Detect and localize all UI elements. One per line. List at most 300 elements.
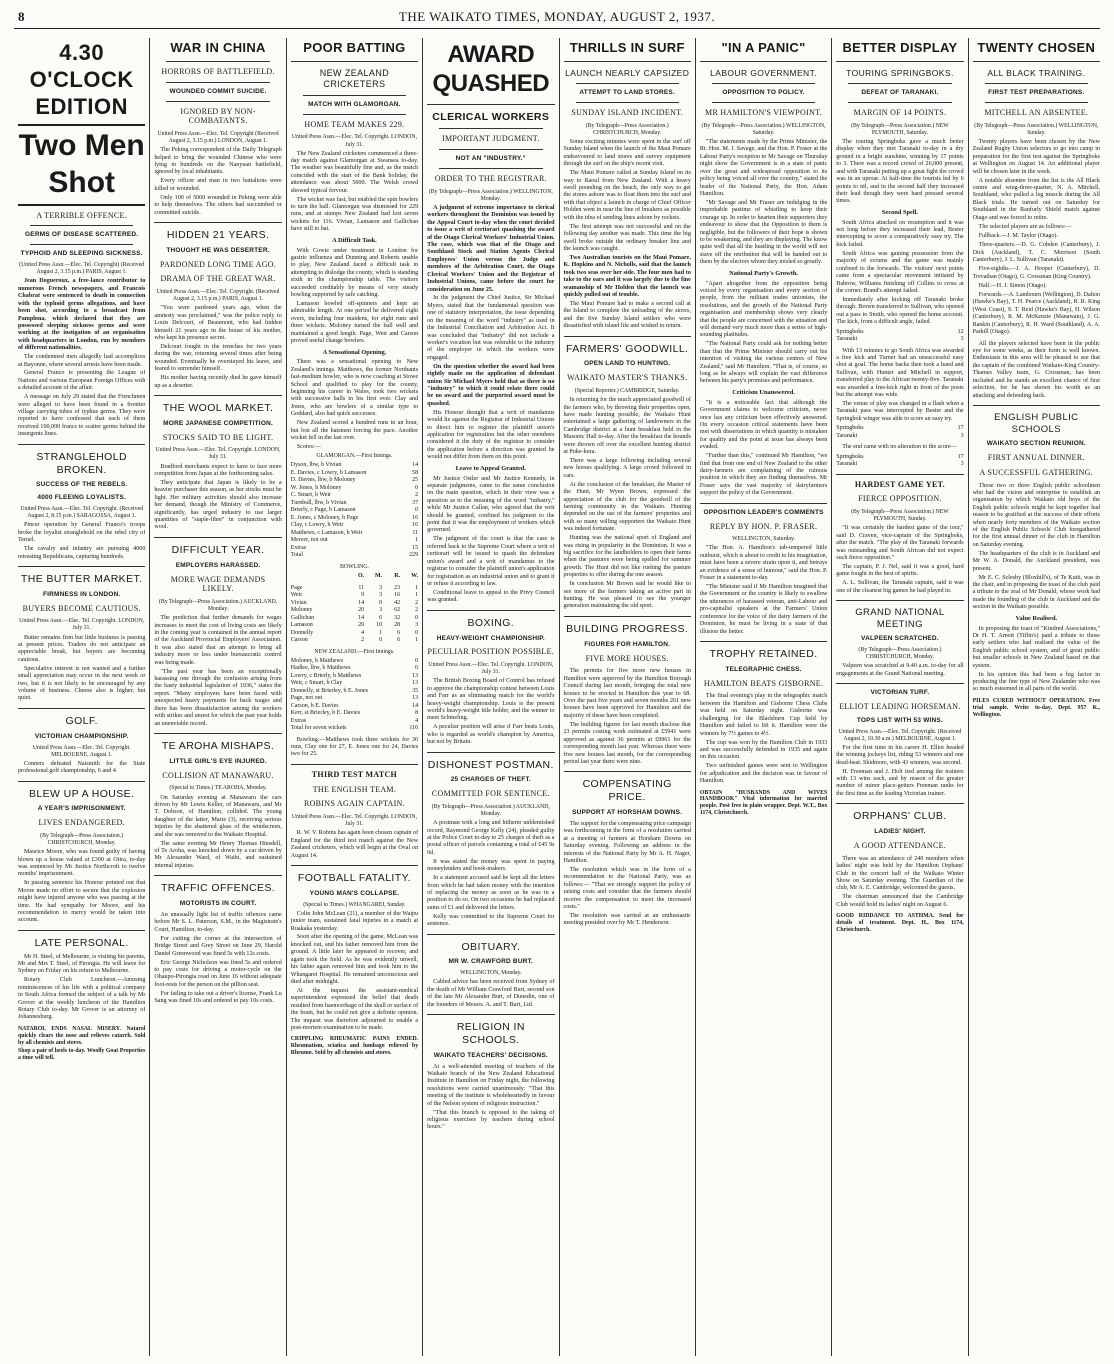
wire-credit: WELLINGTON, Saturday. bbox=[732, 536, 795, 543]
player-list-item: Three-quarters.—D. G. Cobden (Canterbury), J. Dick (Auckland), T. C. Morrison (South Canterbury), J. L. Sullivan (Taranaki). bbox=[972, 242, 1100, 264]
paragraph: The New Zealand cricketers commenced a three-day match against Glamorgan at Swansea to-day. The weather was beautifully fine and, as the match coincided with the start of the Bank holiday, the attendance was about 5000. The Welsh crowd showed typical fervour. bbox=[290, 150, 419, 194]
bowling-cell: 6 bbox=[379, 614, 383, 621]
bowling-cell: 1 bbox=[415, 637, 419, 644]
paragraph: The captain, P. J. Nel, said it was a good, hard game fought in the best of spirits. bbox=[836, 563, 964, 578]
paragraph: "The Minister said if Mr Hamilton imagined that the Government or the country is likely to swallow the utterances of harassed veteran, anti-Labour and pro-capitalist speakers at the Farmers' Union conference for the voice of the dairy farmers of the Dominion, he must be living in a state of that illusion the better. bbox=[699, 584, 828, 635]
paragraph: In conclusion Mr Brown said he would like to see more of the farmers taking an active part in hunting. He was pleased to see the younger generation maintaining the old sport. bbox=[563, 581, 691, 610]
score-value: 58 bbox=[412, 469, 419, 476]
bowling-cell: 1 bbox=[415, 584, 419, 591]
paragraph: Butter remains firm but little business is passing at present prices. Traders do not anticipate an appreciable break, but buyers are becoming cautious. bbox=[18, 634, 146, 663]
paragraph: Every officer and man in two battalions were killed or wounded. bbox=[154, 178, 282, 192]
wire-credit: (By Telegraph—Press Association.) WELLINGTON, Saturday. bbox=[701, 122, 826, 136]
bowling-cell: 16 bbox=[394, 592, 401, 599]
paragraph: In his opinion this had been a big factor in producing the fine type of New Zealander who was so much esteemed in all parts of the world. bbox=[972, 671, 1100, 693]
bowling-cell: 3 bbox=[415, 622, 419, 629]
bowling-cell: 20 bbox=[358, 622, 365, 629]
score-name: Matthews, c Lamason, b Weir bbox=[290, 529, 363, 536]
score-name: Springboks bbox=[836, 328, 864, 335]
subhead: A YEAR'S IMPRISONMENT. bbox=[37, 805, 126, 813]
paragraph: It was stated the money was spent in paying moneylenders and book-makers. bbox=[427, 858, 555, 873]
paragraph: The resolution which was in the form of a recommendation to the National Party, was as follows:— "That we strongly support the policy of raising costs and consider that the farmers should receive the compensation to meet the increased costs." bbox=[563, 866, 691, 911]
subhead: FIERCE OPPOSITION. bbox=[858, 494, 942, 504]
paragraph: The judgment of the court is that the case is referred back to the Supreme Court where a writ of certiorari will be issued to quash the defendant union's award and a writ of mandamus to the registrar to consider the plaintiff union's application for registration as an industrial union and to grant it or refuse it according to law. bbox=[427, 536, 555, 587]
score-value: 0 bbox=[415, 507, 419, 514]
section-subhead: Leave to Appeal Granted. bbox=[455, 464, 526, 472]
subhead: HEAVY-WEIGHT CHAMPIONSHIP. bbox=[436, 634, 545, 642]
score-value: 35 bbox=[412, 687, 419, 694]
score-name: Carson, b E. Davies bbox=[290, 702, 339, 709]
bowling-header-cell: M. bbox=[374, 573, 383, 580]
paragraph: For failing to take out a driver's license, Frank Lu Sang was fined 10s and ordered to pay 10s costs. bbox=[154, 990, 282, 1005]
wire-credit: United Press Assn.—Elec. Tel. Copyright. MELBOURNE, August 1. bbox=[32, 744, 131, 758]
paragraph: The building figures for last month disclose that 23 permits costing work estimated at £5941 were approved as against 36 permits at £9961 for the corresponding month last year. Whereas there were five new houses last month, for the corresponding period last year there were nine. bbox=[563, 721, 691, 765]
paragraph: Immediately after kicking off Taranaki broke through. Brown transferred to Sullivan, who opened out a pass to Smith, who opened the home account. The kick, from a difficult angle, failed. bbox=[836, 296, 964, 326]
paragraph: Some exciting minutes were spent in the surf off Sunday Island when the launch of the Maui Pomare endeavoured to land stores and survey equipment through the surf on the ship's recent visit. bbox=[563, 139, 691, 168]
paragraph: In a statement accused said he kept all the letters from which he had taken money with the intention of replacing the money as soon as he was in a position to do so. On two occasions he had replaced sums of £1 and delivered the letters. bbox=[427, 875, 555, 911]
paragraph: They anticipate that Japan is likely to be a heavier purchaser this season, as her stocks must be light. Her military activities should also increase her demand, though the Ministry of Commerce, significantly, has urged industry to use larger quantities of "staple-fibre" in conjunction with wool. bbox=[154, 479, 282, 531]
paragraph: The Peking correspondent of the Daily Telegraph helped to bring the wounded Chinese who were lying in hundreds on the Nanyuan battlefield, ignored by local inhabitants. bbox=[154, 147, 282, 176]
paragraph: "The Hon. A. Hamilton's tab-tempered little outburst, which is about to credit to his imagination, must have been a severe strain upon it, and betrays an evidence of a sense of humour," said the Hon. P. Fraser in a statement to-day. bbox=[699, 545, 828, 582]
section-subhead: A Difficult Task. bbox=[332, 236, 377, 244]
wire-credit: (Special to Times.) WHANGAREI, Sunday. bbox=[303, 901, 406, 908]
paragraph: Colin John McLean (21), a member of the Waipu junior team, sustained fatal injuries in a match at Ruakaka yesterday. bbox=[290, 910, 419, 932]
paragraph: The final evening's play in the telegraphic match between the Hamilton and Gisborne Chess Clubs was held on Saturday night. Gisborne was challenging for the Blackburn Cup held by Hamilton and failed to lift it. Hamilton were the winners by 7½ games to 4½. bbox=[699, 693, 828, 737]
paragraph: Hunting was the national sport of England and was rising in popularity in the Dominion. It was a big sacrifice for the landholders to open their farms when the pastures were being spelled for summer growth. The Hunt did not like rushing the pasture properties to offer during the one season. bbox=[563, 535, 691, 579]
score-table bbox=[836, 454, 963, 469]
subhead: 4000 FLEEING LOYALISTS. bbox=[37, 494, 126, 502]
column-8 bbox=[968, 38, 1104, 1356]
paragraph: Bradford merchants expect to have to face more competition from Japan at the forthcoming sales. bbox=[154, 463, 282, 477]
subhead: EMPLOYERS HARASSED. bbox=[175, 561, 261, 569]
bowling-cell: 1 bbox=[379, 629, 383, 636]
subhead: VALPEEN SCRATCHED. bbox=[861, 635, 939, 643]
article-headline: VICTORIAN TURF. bbox=[870, 689, 930, 697]
bowling-header-row bbox=[291, 573, 418, 581]
bowling-cell: 6 bbox=[397, 629, 401, 636]
bowling-cell: Gallichan bbox=[290, 614, 315, 621]
player-list-item: Forwards.—A. Lambourn (Wellington), D. Dalton (Hawke's Bay), T. H. Pearce (Auckland), R. R. King (West Coast), S. T. Reid (Hawke's Bay), H. Wilson (Canterbury), R. M. McKenzie (Manawatu), J. G. Rankin (Canterbury), R. H. Ward (Southland), A. A. Parkill (Otago). bbox=[972, 291, 1100, 336]
subhead: THE ENGLISH TEAM. bbox=[312, 784, 397, 794]
article-headline: HARDEST GAME YET. bbox=[854, 479, 945, 489]
subhead: MR HAMILTON'S VIEWPOINT. bbox=[705, 108, 823, 118]
section-subhead: A Sensational Opening. bbox=[322, 348, 387, 356]
article-headline: TROPHY RETAINED. bbox=[709, 648, 818, 660]
wire-credit: (By Telegraph—Press Association.) AUCKLAND, Monday. bbox=[431, 804, 550, 818]
bowling-rows bbox=[291, 585, 418, 645]
wire-credit: (United Press Assn.—Elec. Tel. Copyright) (Received August 2, 3.15 p.m.) PARIS, August 1. bbox=[19, 262, 145, 276]
paragraph: The headquarters of the club is in Auckland and Mr W. A. Donald, the Auckland president, was present. bbox=[972, 550, 1100, 572]
paragraph: General Franco is presenting the League of Nations and various European Foreign Offices with a detailed account of the affair. bbox=[18, 370, 146, 392]
section-subhead: Second Spell. bbox=[881, 208, 919, 216]
bowling-cell: 9 bbox=[361, 592, 365, 599]
player-list-item: Half.—H. J. Simon (Otago). bbox=[978, 282, 1047, 289]
subhead: ORDER TO THE REGISTRAR. bbox=[434, 174, 547, 183]
article-headline: TRAFFIC OFFENCES. bbox=[160, 882, 276, 895]
score-value: 11 bbox=[412, 529, 419, 536]
paragraph: The Maui Pomare called at Sunday Island on its way to Raoul from New Zealand. With a heavy swell pounding on the beach, the only way to get the stores ashore was to float them into the surf and with that object a launch in charge of Chief Officer Holden went in near the line of breakers as possible with the idea of sending lines ashore by rockets. bbox=[563, 170, 691, 221]
article-headline: POOR BATTING bbox=[303, 40, 406, 55]
article-headline: GOLF. bbox=[65, 714, 98, 727]
advertisement: Shop a pair of heels to-day. Woolly Goat Properties a time will tell. bbox=[18, 1048, 146, 1062]
paragraph: An unusually light list of traffic offences came before Mr S. L. Paterson, S.M., in the Magistrate's Court, Hamilton, to-day. bbox=[154, 911, 282, 933]
bowling-cell: 3 bbox=[379, 607, 383, 614]
paragraph: Pincer operation by General Franco's troops broke the loyalist stranglehold on the rebel city of Teruel. bbox=[18, 522, 146, 544]
wire-credit: (By Telegraph—Press Association.) AUCKLAND, Monday. bbox=[158, 599, 278, 613]
wire-credit: (By Telegraph—Press Association.) WELLINGTON, Monday. bbox=[428, 188, 553, 202]
article-headline: LATE PERSONAL. bbox=[34, 936, 129, 949]
section-subhead: Criticism Unanswered. bbox=[732, 388, 795, 396]
paragraph: Maurice Moore, who was found guilty of having blown up a house valued at £300 at Otira, to-day was sentenced by Mr Justice Northcroft to twelve months' imprisonment. bbox=[18, 849, 146, 878]
bowling-cell: Vivian bbox=[290, 599, 307, 606]
paragraph: A peculiar position will arise if Farr beats Louis, who is regarded as world's champion by America, but not by Britain. bbox=[427, 724, 555, 746]
player-list-item: Fullback.—J. M. Taylor (Otago). bbox=[978, 233, 1058, 240]
lead-paragraph: Jean Dogueroux, a free-lance contributor to numerous French newspapers, and Francois Chabrat were sentenced to death in connection with the typhoid germs allegations, and have been shot, according to a broadcast from Pamplona, which declared that they are possessed sleeping sickness germs and were working at the instigation of an organisation with headquarters in London, run by members of different nationalities. bbox=[18, 278, 146, 352]
paragraph: Mr E. C. Sclesby (Bloxhill's), of Te Kuiti, was in the chair, and in proposing the toast of the club paid a tribute to the zeal of Mr Donald, whose work had made the founding of the club in Auckland and the section in the Waikato possible. bbox=[972, 574, 1100, 611]
wire-credit: United Press Assn.—Elec. Tel. Copyright (Received August 2, 3.15 p.m.) LONDON, August 1. bbox=[157, 131, 279, 145]
paragraph: For the first time in his career H. Elliot headed the winning jockeys list, riding 53 winners and one dead-heat. Skidmore, with 43 winners, was second. bbox=[836, 744, 964, 766]
paragraph: Conners defeated Naismith for the State professional golf championship, 6 and 4. bbox=[18, 760, 146, 775]
paragraph: Soon after the opening of the game, McLean was knocked out, and his father removed him from the ground. A little later he appeared to recover, and again took the field. As he was evidently unwell, his father again removed him and took him to the Whangarei Hospital. He remained unconscious and died after midnight. bbox=[290, 934, 419, 985]
score-name: Taranaki bbox=[836, 461, 858, 468]
subhead: FIGURES FOR HAMILTON. bbox=[584, 640, 671, 648]
score-value: 116 bbox=[409, 725, 419, 732]
column-6 bbox=[695, 38, 831, 1356]
score-value: 8 bbox=[415, 710, 419, 717]
bowling-cell: 6 bbox=[397, 637, 401, 644]
bowling-cell: Carson bbox=[290, 637, 308, 644]
score-value: 12 bbox=[957, 328, 964, 335]
score-name: Taranaki bbox=[836, 336, 858, 343]
article-headline: THE WOOL MARKET. bbox=[162, 401, 274, 414]
wire-credit: United Press Assn.—Elec. Tel. Copyright. (Received August 2, 3.15 p.m.) PARIS, August 1. bbox=[156, 289, 280, 303]
bowling-cell: 4 bbox=[361, 629, 365, 636]
article-headline: DISHONEST POSTMAN. bbox=[427, 758, 554, 771]
paragraph: New Zealand scored a hundred runs in an hour, but lost all the batsmen forcing the pace. Another wicket fell in the last over. bbox=[290, 420, 419, 442]
lead-paragraph: Two Australian tourists on the Maui Pomare, K. Hopkins and N. Nicholls, said that the launch took two seas over her side. The four men had to take to the oars and it was largely due to the fine seamanship of Mr Holden that the launch was quickly pulled out of trouble. bbox=[563, 254, 691, 298]
score-table bbox=[836, 329, 963, 344]
score-name: Total bbox=[290, 552, 303, 559]
wire-credit: United Press Assn.—Elec. Tel. Copyright. LONDON, July 31. bbox=[155, 447, 281, 461]
paragraph: On Saturday evening at Manawaru the cars driven by Mr Lewis Keller, of Manawaru, and Mr T. Dobson, of Hamilton, collided. The young daughter of the latter, Marie (3), receiving serious injuries by the shattered glass of the windscreen, and she was removed to the Waikato Hospital. bbox=[154, 794, 282, 838]
paragraph: Speculative interest is not wanted and a further small appreciation may occur in the next week or two, but it is not likely to be encouraged by any volume of business. Cheese also is higher, but quiet. bbox=[18, 665, 146, 702]
paragraph: South Africa attacked on resumption and it was not long before they increased their lead, Bester intercepting to score a comparatively easy try. The kick failed. bbox=[836, 219, 964, 248]
subhead: WAIKATO TEACHERS' DECISIONS. bbox=[433, 1051, 548, 1059]
score-value: 3 bbox=[960, 432, 964, 439]
column-1 bbox=[14, 38, 149, 1356]
subhead: NOT AN "INDUSTRY." bbox=[455, 155, 526, 163]
scorecard-new-zealand bbox=[291, 658, 418, 733]
bowling-cell: 0 bbox=[379, 599, 383, 606]
headline-two-men-shot: Two Men Shot bbox=[18, 124, 145, 205]
subhead: COMMITTED FOR SENTENCE. bbox=[431, 789, 550, 799]
score-value: 13 bbox=[412, 672, 419, 679]
bowling-cell: 0 bbox=[379, 637, 383, 644]
paragraph: "The National Party could ask for nothing better than that the Prime Minister should carry out his intention of visiting the various centres of New Zealand," said Mr Hamilton. "That is, of course, so long as he always will explain the vast difference between his party's promises and performance. bbox=[699, 341, 828, 385]
subhead: ALL BLACK TRAINING. bbox=[987, 67, 1086, 78]
paragraph: There was a sensational opening to New Zealand's innings. Matthews, the former Northants fast-medium bowler, who is now coaching at Stowe School and qualified to play for the county, beginning his career in Wales, took two wickets with successive balls in his first over. Clay and Jones, who are bowlers of a similar type to Goddard, also had quick successes. bbox=[290, 359, 419, 418]
subhead: PECULIAR POSITION POSSIBLE. bbox=[427, 647, 555, 657]
paragraph: The venue of play was changed in a flash when a Taranaki pass was intercepted by Bester and the Springbok winger was able to score an easy try. bbox=[836, 400, 964, 422]
score-value: 229 bbox=[409, 552, 419, 559]
article-headline: BUILDING PROGRESS. bbox=[566, 622, 689, 635]
paragraph: In proposing the toast of "Kindred Associations," Dr H. T. Arnott (Tiffin's) paid a tribute to those early settlers who had realised the value of the English public school system, and of great public but smaller schools in New Zealand based on that system. bbox=[972, 625, 1100, 669]
paragraph: "Apart altogether from the opposition being voiced by every organisation and every section of people, from the militant trades unionists, the resolutions, and the growth of the National Party organisation and membership shows very clearly that the people are concerned with the situation and will demand very much more than a series of high-sounding platitudes. bbox=[699, 280, 828, 339]
lead-paragraph: A judgment of extreme importance to clerical workers throughout the Dominion was issued by the Appeal Court to-day when the court decided to issue a writ of certiorari quashing the award of the Otago Clerical Workers' Industrial Union. The case, which was that of the Otago and Southland Stock and Station Agents Clerical Employees' Union versus the Judge and members of the Arbitration Court, the Otago Clerical Workers' Union and the Registrar of Industrial Unions, came before the court for consideration on June 25. bbox=[427, 204, 555, 293]
article-headline: DIFFICULT YEAR. bbox=[171, 543, 265, 556]
score-name: Springboks bbox=[836, 453, 864, 460]
article-headline: STRANGLEHOLD BROKEN. bbox=[36, 450, 127, 476]
subhead: OPEN LAND TO HUNTING. bbox=[583, 360, 671, 368]
subhead: MATCH WITH GLAMORGAN. bbox=[308, 100, 401, 108]
advertisement: NATAROL ENDS NASAL MISERY. Natarol quickly clears the nose and relieves catarrh. Sold by all chemists and stores. bbox=[18, 1025, 146, 1046]
article-headline: TE AROHA MISHAPS. bbox=[161, 740, 275, 752]
subhead: FIRST TEST PREPARATIONS. bbox=[988, 89, 1085, 97]
paragraph: The support for the compensating price campaign was forthcoming in the form of a resolution carried at a meeting of farmers at Horsham Downs on Saturday evening. Following an address in the interests of the National Party by Mr A. H. Nager, Hamilton. bbox=[563, 820, 691, 864]
subhead: VICTORIAN CHAMPIONSHIP. bbox=[34, 732, 129, 740]
score-table bbox=[836, 425, 963, 440]
article-headline: WAR IN CHINA bbox=[170, 40, 266, 55]
paragraph: In returning for the much appreciated goodwill of the farmers who, by throwing their properties open, have made hunting possible, the Waikato Hunt entertained a large gathering of landowners in the Cambridge district at a hunt breakfast held in the Masonic Hall to-day. After the breakfast the hounds were thrown off over the excellent hunting district at Puke-kura. bbox=[563, 397, 691, 456]
bowling-cell: Weir bbox=[290, 592, 303, 599]
paragraph: His Honour thought that a writ of mandamus would lie against the Registrar of Industrial Unions to direct him to register the plaintiff union's application for registration but the other members considered it the duty of the registrar to consider the application before a direction was granted he would not differ from them on this point. bbox=[427, 409, 555, 461]
score-name: D. Davies, lbw, b Moloney bbox=[290, 477, 356, 484]
bowling-cell: 28 bbox=[394, 622, 401, 629]
bowling-cell: 62 bbox=[394, 607, 401, 614]
columns bbox=[14, 38, 1104, 1356]
column-5 bbox=[559, 38, 695, 1356]
paragraph: Mr Justice Ostler and Mr Justice Kennedy, in separate judgments, came to the same conclusion on the main question, which in their view was a question as to the meaning of the word "industry," while Mr Justice Callan, who agreed that the writ should be granted, confined his judgment to the point that it was the employment of workers which governed. bbox=[427, 475, 555, 534]
section-subhead: Value Realised. bbox=[1015, 614, 1058, 622]
bowling-cell: 1 bbox=[415, 592, 419, 599]
score-name: Extras bbox=[290, 717, 307, 724]
subhead: NEW ZEALAND CRICKETERS bbox=[319, 67, 390, 89]
score-name: Extras bbox=[290, 544, 307, 551]
scorecard-glamorgan bbox=[291, 462, 418, 560]
paragraph: A message on July 29 stated that the Frenchmen were alleged to have been found in a frontier village carrying tubes of typhus germs. They were reported to have confessed that each of them received 100,000 francs to scatter germs behind the insurgents lines. bbox=[18, 394, 146, 438]
paragraph: "Further than this," continued Mr Hamilton, "we find that from one end of New Zealand to the other dairy-farmers are complaining of the ruinous position in which they are finding themselves. Mr Fraser says the vast majority of dairyfarmers support the policy of the Government. bbox=[699, 453, 828, 497]
wire-credit: (By Telegraph—Press Association.) WELLINGTON, Sunday. bbox=[974, 122, 1099, 136]
score-value: 2 bbox=[415, 492, 419, 499]
article-headline: HIDDEN 21 YEARS. bbox=[166, 228, 270, 241]
subhead: MITCHELL AN ABSENTEE. bbox=[984, 108, 1089, 118]
bowling-header-cell bbox=[291, 573, 346, 581]
subhead: IGNORED BY NON-COMBATANTS. bbox=[180, 106, 256, 126]
subhead: CLERICAL WORKERS bbox=[432, 110, 550, 123]
paragraph: The selected players are as follows:— bbox=[978, 223, 1072, 230]
wire-credit: (Special Reporter.) CAMBRIDGE, Saturday. bbox=[574, 388, 680, 395]
bowling-cell: 3 bbox=[379, 584, 383, 591]
column-4 bbox=[422, 38, 558, 1356]
scores-label: Scores:— bbox=[296, 443, 321, 450]
paragraph: All the players selected have been in the public eye for some weeks, as their form is well known. Enthusiasts in this area will be pleased to see that the captain of the combined Waikato-King Country-Thames Valley team, G. Crossman, has been included and he stands an excellent chance of first selection, for he has shown his worth as an attacking and defending back. bbox=[972, 340, 1100, 399]
score-value: 17 bbox=[957, 453, 964, 460]
bowling-cell: 42 bbox=[394, 599, 401, 606]
subhead: TYPHOID AND SLEEPING SICKNESS. bbox=[20, 250, 143, 258]
page-number: 8 bbox=[18, 9, 25, 24]
score-value: 3 bbox=[960, 336, 964, 343]
article-headline: THIRD TEST MATCH bbox=[311, 769, 398, 779]
paragraph: Lamason bowled off-spinners and kept an admirable length. At one period he delivered eight overs, including four maidens, for eight runs and three wickets. Moloney turned the ball well and maintained a good length. Page, Weir and Carson proved useful change bowlers. bbox=[290, 301, 419, 345]
subhead: HORRORS OF BATTLEFIELD. bbox=[161, 66, 275, 76]
bowling-cell: 0 bbox=[415, 629, 419, 636]
player-list-item: Five-eighths.—J. A. Hooper (Canterbury), D. Trevathan (Otago), G. Crossman (King Country). bbox=[972, 266, 1100, 280]
score-name: Donnelly, st Brierley, b E. Jones bbox=[290, 687, 368, 694]
subhead: ROBINS AGAIN CAPTAIN. bbox=[303, 799, 405, 809]
paragraph: At the inquest the assistant-medical superintendent expressed the belief that death resulted from haemorrhage of the skull or surface of the brain, but he could not give a definite opinion. The inquest was therefore adjourned to enable a post-mortem examination to be made. bbox=[290, 987, 419, 1032]
score-name: Lowry, c Brierly, b Matthews bbox=[290, 672, 362, 679]
subhead: MORE JAPANESE COMPETITION. bbox=[163, 419, 273, 427]
article-headline: BOXING. bbox=[467, 616, 515, 629]
subhead: COLLISION AT MANAWARU. bbox=[162, 770, 274, 780]
paragraph: "Mr Savage and Mr Fraser are indulging in the improbable pastime of whistling to keep their courage up. In order to hearten their supporters they endeavour to show that the Opposition to them is negligible, but the followers of their hope is shown to be weakening, and they are displaying. The know quite well that all the hustling in the world will not stave off the retribution that will be handed out to them by the electors whom they misled so greatly. bbox=[699, 199, 828, 266]
paragraph: The Maui Pomare had to make a second call at the Island to complete the unloading of the stores, and the five Sunday Island settlers who were dissatisfied with island life and wished to return. bbox=[563, 300, 691, 330]
innings-title: NEW ZEALAND.—First Innings. bbox=[314, 648, 395, 655]
paragraph: Mr H. Steel, of Melbourne, is visiting his parents, Mr and Mrs T. Steel, of Pirongia. He will leave for Sydney on Friday on his return to Melbourne. bbox=[18, 953, 146, 975]
bowling-cell: 14 bbox=[358, 599, 365, 606]
paragraph: The wicket was fast, but enabled the spin bowlers to turn the ball. Glamorgan was dismissed for 229 runs, and at stumps New Zealand had lost seven wickets for 116. Vivian, Lamason and Gallichan have still to bat. bbox=[290, 196, 419, 233]
paragraph: Two unfinished games were sent to Wellington for adjudication and the decision was in favour of Hamilton. bbox=[699, 763, 828, 785]
article-headline: OBITUARY. bbox=[461, 940, 521, 953]
score-name: E. Jones, c Moloney, b Page bbox=[290, 514, 359, 521]
article-headline: ENGLISH PUBLIC SCHOOLS bbox=[994, 411, 1079, 435]
paragraph: The British Boxing Board of Control has refused to approve the championship contest between Louis and Farr as an eliminating match for the world's heavy-weight championship. Louis is the present world's heavy-weight title holder, and the winner to meet Schmeling. bbox=[427, 678, 555, 722]
subhead: A TERRIBLE OFFENCE. bbox=[36, 210, 128, 220]
wire-credit: (By Telegraph—Press Association.) NEW PLYMOUTH, Sunday. bbox=[851, 509, 949, 523]
subhead: MR W. CRAWFORD BURT. bbox=[448, 958, 534, 966]
paragraph: In passing sentence his Honour pointed out that Moore made no effort to secure that the explosion might have injured anyone who was passing at the time. He had sympathy for Moore, and his recommendation to mercy would be taken into account. bbox=[18, 880, 146, 924]
edition-banner: 4.30 O'CLOCK EDITION bbox=[29, 40, 134, 119]
article-headline: BLEW UP A HOUSE. bbox=[28, 787, 135, 800]
wire-credit: (By Telegraph—Press Association.) CHRISTCHURCH, Monday. bbox=[858, 647, 942, 661]
paragraph: With Cowie under treatment in London for gastric influenza and Dunning and Roberts unable to play, New Zealand faced a difficult task in attempting to dislodge the county, which is standing sixth in the championship table. The visitors succeeded creditably by means of very steady bowling supported by safe catching. bbox=[290, 247, 419, 299]
lead-paragraph: On the question whether the award had been rightly made on the application of defendant union Sir Michael Myers held that as there is no "industry" to which it could relate there could be no award and the purported award must be quashed. bbox=[427, 363, 555, 407]
subhead: MOTORISTS IN COURT. bbox=[179, 900, 257, 908]
paragraph: The resolution was carried at an enthusiastic meeting presided over by Mr T. Henderson. bbox=[563, 912, 691, 927]
paragraph: The prediction that further demands for wages increases to meet the cost of living costs are likely in the coming year is contained in the annual report of the Auckland Provincial Employers' Association. It was also stated that an attempt to bring all industry more or less under bureaucratic control was being made. bbox=[154, 615, 282, 666]
wire-credit: (Special to Times.) TE AROHA, Monday. bbox=[169, 785, 267, 792]
paragraph: "The statements made by the Prime Minister, the Rt. Hon. M. J. Savage, and the Hon. P. Fraser at the Labour Party's reception to Mr Savage on Thursday night show the Government is in a state of panic over the great and widespread opposition to its policy being voiced all over the country," stated the leader of the National Party, the Hon. Adam Hamilton. bbox=[699, 139, 828, 197]
wire-credit: United Press Assn.—Elec. Tel. Copyright. LONDON, July 31. bbox=[19, 618, 145, 632]
paragraph: R. W. V. Robins has again been chosen captain of England for the third test match against the New Zealand cricketers, which will begin at the Oval on August 14. bbox=[290, 830, 419, 859]
paragraph: The permits for five more new houses in Hamilton were approved by the Hamilton Borough Council during last month, bringing the total new houses to be erected in Hamilton this year to 68. Over the past five years and seven months 261 new houses have been approved for Hamilton and the majority of these have been completed. bbox=[563, 668, 691, 719]
paragraph: The chairman announced that the Cambridge Club would hold its ladies' night on August 6. bbox=[836, 894, 964, 908]
subhead: IMPORTANT JUDGMENT. bbox=[442, 134, 540, 144]
subhead: LABOUR GOVERNMENT. bbox=[710, 67, 817, 78]
score-value: 13 bbox=[412, 695, 419, 702]
paragraph: For cutting the corner at the intersection of Bridge Street and Grey Street on June 29, Harold Daniel Greenwood was fined 5s with 12s costs. bbox=[154, 935, 282, 957]
subhead: LIVES ENDANGERED. bbox=[38, 818, 125, 828]
subhead: TOURING SPRINGBOKS. bbox=[846, 67, 954, 78]
paragraph: His mother having recently died he gave himself up as a deserter. bbox=[154, 375, 282, 389]
bowling-cell: 0 bbox=[415, 614, 419, 621]
paragraph: South Africa was gaining possession from the majority of scrums and the game was mainly confined to the forwards. The visitors' next points came from a spectacular movement initiated by Babrow, Williams finishing off Collins to cross at the corner. Brand's attempt failed. bbox=[836, 250, 964, 294]
wire-credit: (By Telegraph—Press Association.) CHRISTCHURCH, Monday. bbox=[585, 122, 669, 136]
paragraph: At the conclusion of the breakfast, the Master of the Hunt, Mr Wynn Brown, expressed the appreciation of the club for the goodwill of the farming community in the Waikato. Hunting depended on the use of the farmers' properties and with so many willing supporters the Waikato Hunt was indeed fortunate. bbox=[563, 481, 691, 533]
wire-credit: United Press Assn.—Elec. Tel. Copyright. LONDON, July 31. bbox=[291, 134, 417, 148]
article-headline: OPPOSITION LEADER'S COMMENTS bbox=[703, 508, 824, 516]
score-value: 0 bbox=[415, 484, 419, 491]
subhead: A GOOD ATTENDANCE. bbox=[853, 841, 947, 851]
wire-credit: United Press Assn.—Elec. Tel. Copyright. (Received August 2, 10.30 a.m.) MELBOURNE, August 1. bbox=[838, 728, 962, 742]
score-name: Hadlee, lbw, b Matthews bbox=[290, 665, 351, 672]
score-name: Weir, c Smart, b Clay bbox=[290, 680, 343, 687]
article-headline: TWENTY CHOSEN bbox=[977, 40, 1096, 55]
paragraph: "The past year has been an exceptionally harassing one through the confusion arising from the hasty industrial legislation of 1936," states the report. "Many employers have been faced with unexpected heavy payments for back wages and there has been dissatisfaction among the workers with strikes and unrest for which the past year holds an unenviable record. bbox=[154, 668, 282, 727]
subhead: THOUGHT HE WAS DESERTER. bbox=[166, 246, 270, 254]
score-value: 14 bbox=[412, 462, 419, 469]
paragraph: Those two or three English public schoolmen who had the vision and enterprise to establish an organisation by which Waikato old boys of the English public schools might be kept together had reason to be gratified at the success of their efforts when nearly forty members of the Waikato section of the English Public Schools' Club foregathered for the first annual dinner of the club in Hamilton on Saturday evening. bbox=[972, 482, 1100, 548]
bowling-cell: 11 bbox=[358, 584, 365, 591]
subhead: BUYERS BECOME CAUTIOUS. bbox=[22, 603, 141, 613]
score-value: 1 bbox=[415, 537, 419, 544]
advertisement: GOOD RIDDANCE TO ASTHMA. Send for details of treatment. Dept. H., Box 1174, Christchurch. bbox=[836, 913, 964, 934]
bowling-cell: 14 bbox=[358, 614, 365, 621]
subhead: TOPS LIST WITH 53 WINS. bbox=[856, 716, 943, 724]
wire-credit: United Press Assn.—Elec. Tel. Copyright. (Received August 2, 8.15 p.m.) SARAGOSSA, August 1. bbox=[20, 506, 144, 520]
subhead: FIRMNESS IN LONDON. bbox=[42, 590, 121, 598]
score-value: 4 bbox=[415, 717, 419, 724]
subhead: DEFEAT OF TARANAKI. bbox=[861, 89, 939, 97]
score-name: Clay, c Lowry, b Weir bbox=[290, 522, 344, 529]
wire-credit: United Press Assn.—Elec. Tel. Copyright. LONDON, July 31. bbox=[428, 662, 554, 676]
article-headline: THE BUTTER MARKET. bbox=[20, 572, 143, 585]
subhead: GERMS OF DISEASE SCATTERED. bbox=[25, 231, 139, 239]
subhead: DRAMA OF THE GREAT WAR. bbox=[160, 274, 276, 284]
article-headline: "IN A PANIC" bbox=[721, 40, 806, 55]
bowling-cell: 2 bbox=[361, 637, 365, 644]
subhead: HOME TEAM MAKES 229. bbox=[304, 119, 405, 129]
subhead: LITTLE GIRL'S EYE INJURED. bbox=[169, 757, 267, 765]
bowling-cell: Moloney bbox=[290, 607, 313, 614]
score-name: Kerr, st Brierley, b E. Davies bbox=[290, 710, 361, 717]
subhead: MARGIN OF 14 POINTS. bbox=[853, 108, 947, 118]
paragraph: Rotary Club Luncheon.—Amusing reminiscences of his life with a political company in South Africa formed the subject of a talk by Mr Grover at the weekly luncheon of the Hamilton Rotary Club to-day. Mr Grover is an attorney of Johannesburg. bbox=[18, 977, 146, 1021]
paragraph: H. Freeman and J. Holt tied among the trainers with 13 wins each, and by reason of the greater number of minor place-getters Freeman ranks for the first time as the leading Victorian trainer. bbox=[836, 768, 964, 797]
article-headline: THRILLS IN SURF bbox=[569, 40, 685, 55]
score-value: 13 bbox=[412, 680, 419, 687]
subhead: MORE WAGE DEMANDS LIKELY. bbox=[170, 574, 266, 594]
paragraph: "It was certainly the hardest game of the tour," said D. Craven, vice-captain of the Springboks, after the match. "The play of the Taranaki forwards was outstanding and South African did not expect such fierce opposition." bbox=[836, 525, 964, 561]
subhead: LAUNCH NEARLY CAPSIZED bbox=[565, 67, 690, 78]
score-name: Taranaki bbox=[836, 432, 858, 439]
subhead: STOCKS SAID TO BE LIGHT. bbox=[162, 432, 274, 442]
advertisement: CRIPPLING RHEUMATIC PAINS ENDED. Rheumatism, sciatica and lumbago relieved by Rheumo. Sold by all chemists and stores. bbox=[290, 1036, 419, 1057]
subhead: FIRST ANNUAL DINNER. bbox=[987, 453, 1085, 463]
paragraph: There was a large following including several new horses qualifying. A large crowd followed in cars. bbox=[563, 457, 691, 479]
paragraph: Cabled advice has been received from Sydney of the death of Mr William Crawford Burt, second son of the late Mr Alexander Burt, of Dunedin, one of the founders of Messrs. A. and T. Burt, Ltd. bbox=[427, 979, 555, 1008]
column-2 bbox=[149, 38, 285, 1356]
subhead: SUPPORT AT HORSHAM DOWNS. bbox=[572, 808, 683, 816]
paragraph: A postman with a long and hitherto unblemished record, Raymond George Kelly (24), pleaded guilty at the Police Court to-day to 25 charges of theft as a postal officer of parcels containing a total of £45 9s 6d. bbox=[427, 820, 555, 856]
section-subhead: National Party's Growth. bbox=[729, 269, 799, 277]
subhead: WAIKATO MASTER'S THANKS. bbox=[567, 373, 688, 383]
score-value: 14 bbox=[412, 702, 419, 709]
paragraph: At a well-attended meeting of teachers of the Waikato branch of the New Zealand Educational Institute in Hamilton on Friday night, the following resolutions were carried unanimously: "That this meeting of the institute is wholeheartedly in favour of the Nelson system of religious instruction." bbox=[427, 1063, 555, 1107]
bowling-cell: Donnelly bbox=[290, 629, 314, 636]
paragraph: Only 100 of 5000 wounded in Peking were able to help themselves. The others had succumbed or committed suicide. bbox=[154, 194, 282, 216]
wire-credit: United Press Assn.—Elec. Tel. Copyright. LONDON, July 31. bbox=[291, 814, 417, 828]
subhead: HAMILTON BEATS GISBORNE. bbox=[703, 678, 824, 688]
paragraph: The condemned men allegedly had accomplices at Bayonne, where several arrests have been made. bbox=[18, 354, 146, 368]
paragraph: The first attempt was not successful and on the following day another was made. This time the big swell broke outside the ordinary breaker line and the launch was caught. bbox=[563, 223, 691, 252]
score-value: 0 bbox=[415, 657, 419, 664]
paragraph: Kelly was committed to the Supreme Court for sentence. bbox=[427, 913, 555, 928]
subhead: TELEGRAPHIC CHESS. bbox=[725, 665, 802, 673]
article-headline: BETTER DISPLAY bbox=[842, 40, 958, 55]
paragraph: Conditional leave to appeal to the Privy Council was granted. bbox=[427, 589, 555, 604]
score-value: 3 bbox=[960, 461, 964, 468]
score-name: Mercer, not out bbox=[290, 537, 328, 544]
